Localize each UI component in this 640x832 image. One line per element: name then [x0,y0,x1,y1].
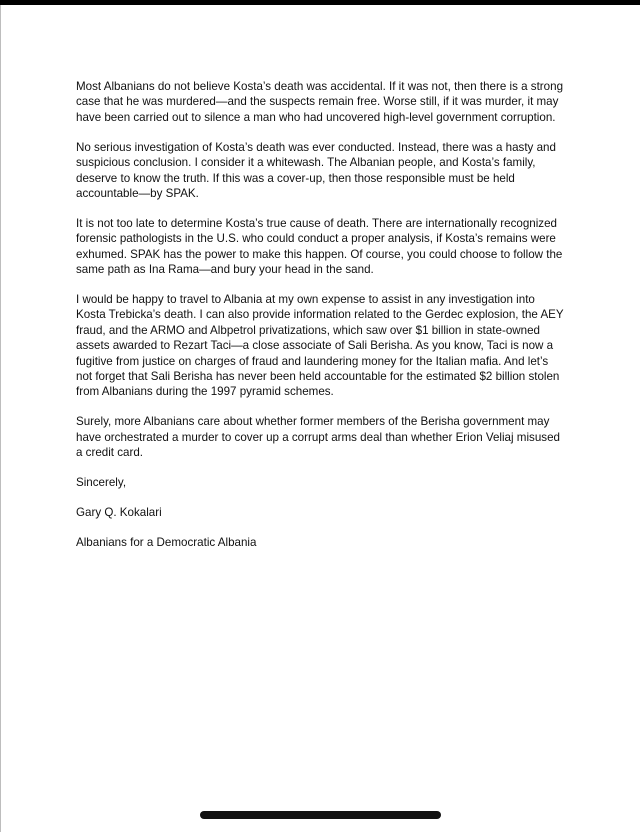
letter-body [76,79,566,565]
signature-name: Gary Q. Kokalari [76,505,162,519]
paragraph-3: It is not too late to determine Kosta’s true cause of death. There are internationally recognized forensic pathologists in the U.S. who could conduct a proper analysis, if Kosta’s remains were exhumed. SPAK has the power to make this happen. Of course, you could choose to follow the same path as Ina Rama—and bury your head in the sand. [76,216,563,277]
closing: Sincerely, [76,476,127,490]
paragraph-5: Surely, more Albanians care about whether former members of the Berisha government may have orchestrated a murder to cover up a corrupt arms deal than whether Erion Veliaj misused a credit card. [76,415,560,460]
organization-name: Albanians for a Democratic Albania [76,535,257,549]
paragraph-2: No serious investigation of Kosta’s death was ever conducted. Instead, there was a hasty and suspicious conclusion. I consider it a whitewash. The Albanian people, and Kosta’s family, deserve to know the truth. If this was a cover-up, then those responsible must be held accountable—by SPAK. [76,140,556,200]
page-left-edge [0,5,1,832]
paragraph-4: I would be happy to travel to Albania at my own expense to assist in any investigation into Kosta Trebicka’s death. I can also provide information related to the Gerdec explosion, the AEY fraud, and the ARMO and Albpetrol privatizations, which saw over $1 billion in state-owned assets awarded to Rezart Taci—a close associate of Sali Berisha. As you know, Taci is now a fugitive from justice on charges of fraud and laundering money for the Italian mafia. And let’s not forget that Sali Berisha has never been held accountable for the estimated $2 billion stolen from Albanians during the 1997 pyramid schemes. [76,292,564,399]
home-indicator-bar[interactable] [200,811,441,819]
top-status-bar [0,0,640,5]
paragraph-1: Most Albanians do not believe Kosta’s death was accidental. If it was not, then there is a strong case that he was murdered—and the suspects remain free. Worse still, if it was murder, it may have been carried out to silence a man who had uncovered high-level government corruption. [76,80,564,124]
